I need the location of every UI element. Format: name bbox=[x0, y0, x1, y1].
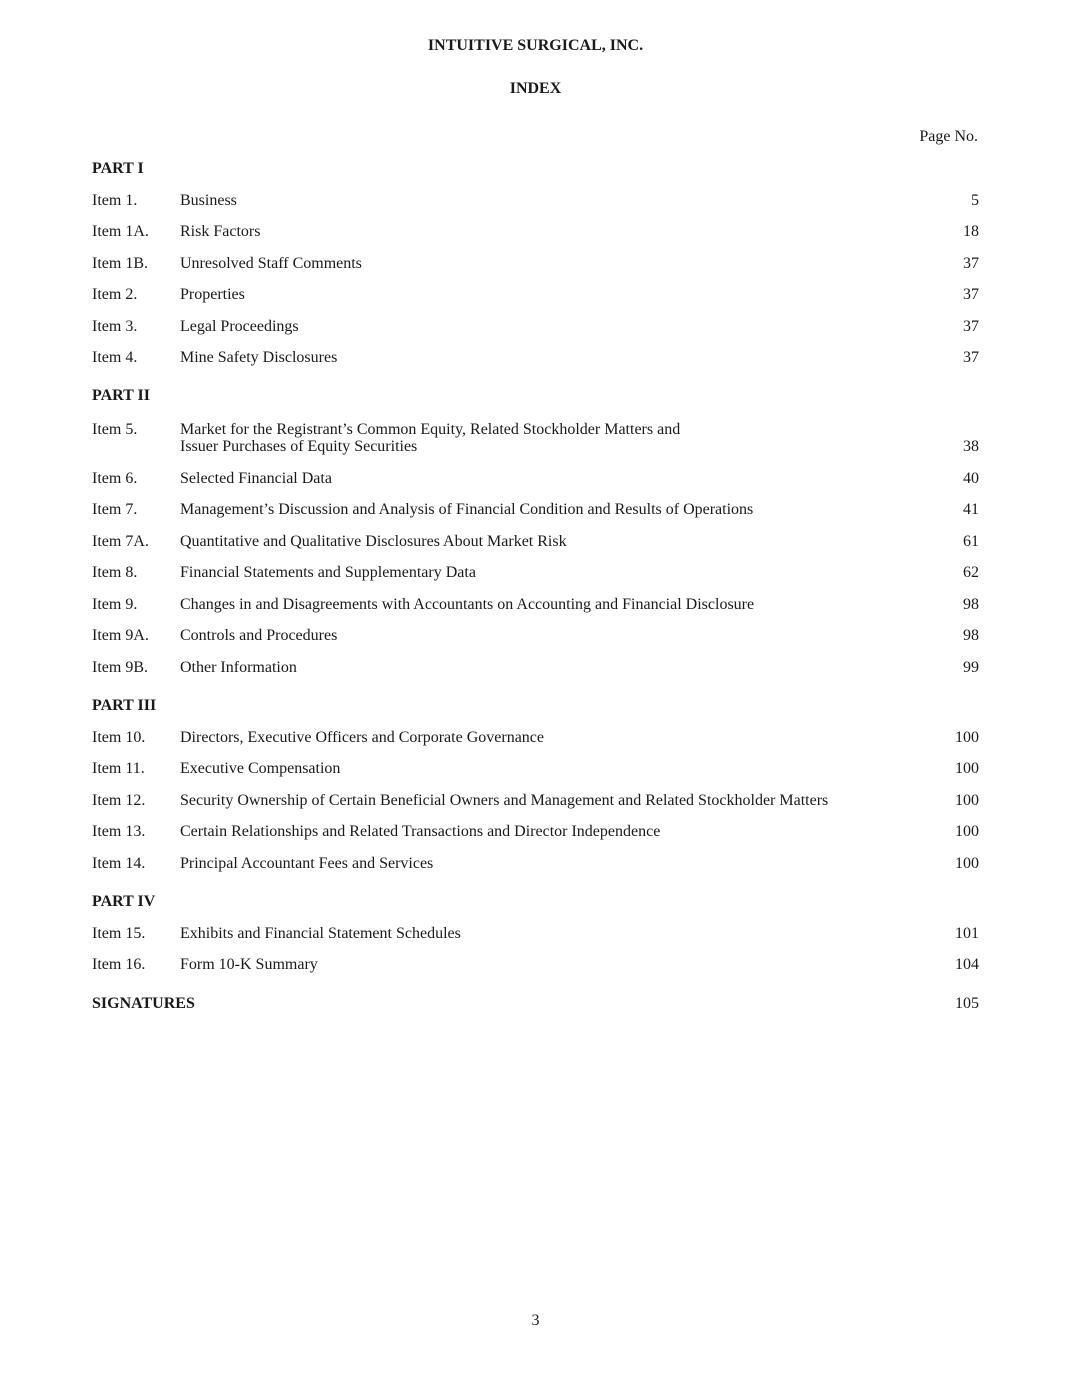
toc-row[interactable] bbox=[92, 317, 979, 337]
item-number: Item 13. bbox=[92, 823, 146, 840]
item-page: 37 bbox=[963, 318, 979, 335]
part-heading-2: PART II bbox=[92, 387, 150, 404]
item-number: Item 7. bbox=[92, 501, 138, 518]
toc-row[interactable] bbox=[92, 191, 979, 211]
item-number: Item 9B. bbox=[92, 659, 148, 676]
item-page: 37 bbox=[963, 286, 979, 303]
item-page: 41 bbox=[963, 501, 979, 518]
item-page: 62 bbox=[963, 564, 979, 581]
item-number: Item 6. bbox=[92, 470, 138, 487]
company-name: INTUITIVE SURGICAL, INC. bbox=[427, 37, 644, 54]
item-page: 100 bbox=[955, 729, 979, 746]
item-title: Executive Compensation bbox=[180, 760, 341, 777]
item-title: Exhibits and Financial Statement Schedules bbox=[180, 925, 461, 942]
item-number: Item 9. bbox=[92, 596, 138, 613]
item-number: Item 8. bbox=[92, 564, 138, 581]
item-title: Management’s Discussion and Analysis of Financial Condition and Results of Operations bbox=[180, 501, 754, 518]
item-title-line-1: Market for the Registrant’s Common Equity, Related Stockholder Matters and bbox=[180, 421, 681, 438]
toc-row[interactable] bbox=[92, 285, 979, 305]
toc-row[interactable] bbox=[92, 728, 979, 748]
item-title: Changes in and Disagreements with Accountants on Accounting and Financial Disclosure bbox=[180, 596, 755, 613]
item-title: Directors, Executive Officers and Corporate Governance bbox=[180, 729, 544, 746]
index-title: INDEX bbox=[509, 80, 562, 97]
toc-row[interactable] bbox=[92, 924, 979, 944]
item-title: Certain Relationships and Related Transactions and Director Independence bbox=[180, 823, 661, 840]
item-page: 5 bbox=[971, 192, 979, 209]
part-heading-3: PART III bbox=[92, 697, 157, 714]
item-number: Item 3. bbox=[92, 318, 138, 335]
item-title: Selected Financial Data bbox=[180, 470, 332, 487]
item-page: 61 bbox=[963, 533, 979, 550]
signatures-page: 105 bbox=[955, 995, 979, 1012]
item-title: Controls and Procedures bbox=[180, 627, 338, 644]
item-number: Item 10. bbox=[92, 729, 146, 746]
item-number: Item 16. bbox=[92, 956, 146, 973]
toc-row[interactable] bbox=[92, 563, 979, 583]
toc-row[interactable] bbox=[92, 658, 979, 678]
item-title: Risk Factors bbox=[180, 223, 261, 240]
item-page: 100 bbox=[955, 855, 979, 872]
item-title: Principal Accountant Fees and Services bbox=[180, 855, 434, 872]
item-page: 100 bbox=[955, 792, 979, 809]
item-number: Item 1B. bbox=[92, 255, 148, 272]
item-number: Item 15. bbox=[92, 925, 146, 942]
item-number: Item 5. bbox=[92, 421, 138, 438]
toc-row[interactable] bbox=[92, 222, 979, 242]
page-number: 3 bbox=[531, 1312, 540, 1329]
toc-row[interactable] bbox=[92, 626, 979, 646]
item-page: 98 bbox=[963, 596, 979, 613]
item-title: Unresolved Staff Comments bbox=[180, 255, 362, 272]
item-page: 101 bbox=[955, 925, 979, 942]
toc-row[interactable] bbox=[92, 822, 979, 842]
item-page: 99 bbox=[963, 659, 979, 676]
item-page: 37 bbox=[963, 349, 979, 366]
item-page: 40 bbox=[963, 470, 979, 487]
item-page: 37 bbox=[963, 255, 979, 272]
toc-row[interactable] bbox=[92, 759, 979, 779]
item-page: 100 bbox=[955, 760, 979, 777]
item-title: Security Ownership of Certain Beneficial Owners and Management and Related Stockholder Matters bbox=[180, 792, 829, 809]
item-number: Item 9A. bbox=[92, 627, 149, 644]
toc-row[interactable] bbox=[92, 421, 979, 459]
toc-row[interactable] bbox=[92, 532, 979, 552]
item-title: Form 10-K Summary bbox=[180, 956, 318, 973]
toc-row[interactable] bbox=[92, 348, 979, 368]
item-number: Item 14. bbox=[92, 855, 146, 872]
item-title-line-2: Issuer Purchases of Equity Securities bbox=[180, 438, 418, 455]
item-number: Item 1. bbox=[92, 192, 138, 209]
item-title bbox=[180, 421, 680, 455]
item-title: Business bbox=[180, 192, 237, 209]
toc-row[interactable] bbox=[92, 955, 979, 975]
toc-row[interactable] bbox=[92, 500, 979, 520]
toc-row[interactable] bbox=[92, 595, 979, 615]
item-number: Item 11. bbox=[92, 760, 145, 777]
item-number: Item 7A. bbox=[92, 533, 149, 550]
part-heading-4: PART IV bbox=[92, 893, 156, 910]
item-title: Mine Safety Disclosures bbox=[180, 349, 338, 366]
item-number: Item 2. bbox=[92, 286, 138, 303]
part-heading-1: PART I bbox=[92, 160, 144, 177]
toc-row[interactable] bbox=[92, 854, 979, 874]
toc-row[interactable] bbox=[92, 791, 979, 811]
item-page: 38 bbox=[963, 438, 979, 455]
item-page: 18 bbox=[963, 223, 979, 240]
item-number: Item 12. bbox=[92, 792, 146, 809]
item-title: Quantitative and Qualitative Disclosures About Market Risk bbox=[180, 533, 567, 550]
toc-row[interactable] bbox=[92, 254, 979, 274]
item-page: 104 bbox=[955, 956, 979, 973]
item-number: Item 1A. bbox=[92, 223, 149, 240]
item-title: Other Information bbox=[180, 659, 297, 676]
item-page: 100 bbox=[955, 823, 979, 840]
signatures-label: SIGNATURES bbox=[92, 995, 195, 1012]
item-title: Legal Proceedings bbox=[180, 318, 299, 335]
toc-row[interactable] bbox=[92, 469, 979, 489]
page-no-header: Page No. bbox=[919, 128, 978, 145]
item-title: Properties bbox=[180, 286, 245, 303]
item-page: 98 bbox=[963, 627, 979, 644]
item-title: Financial Statements and Supplementary Data bbox=[180, 564, 476, 581]
item-number: Item 4. bbox=[92, 349, 138, 366]
